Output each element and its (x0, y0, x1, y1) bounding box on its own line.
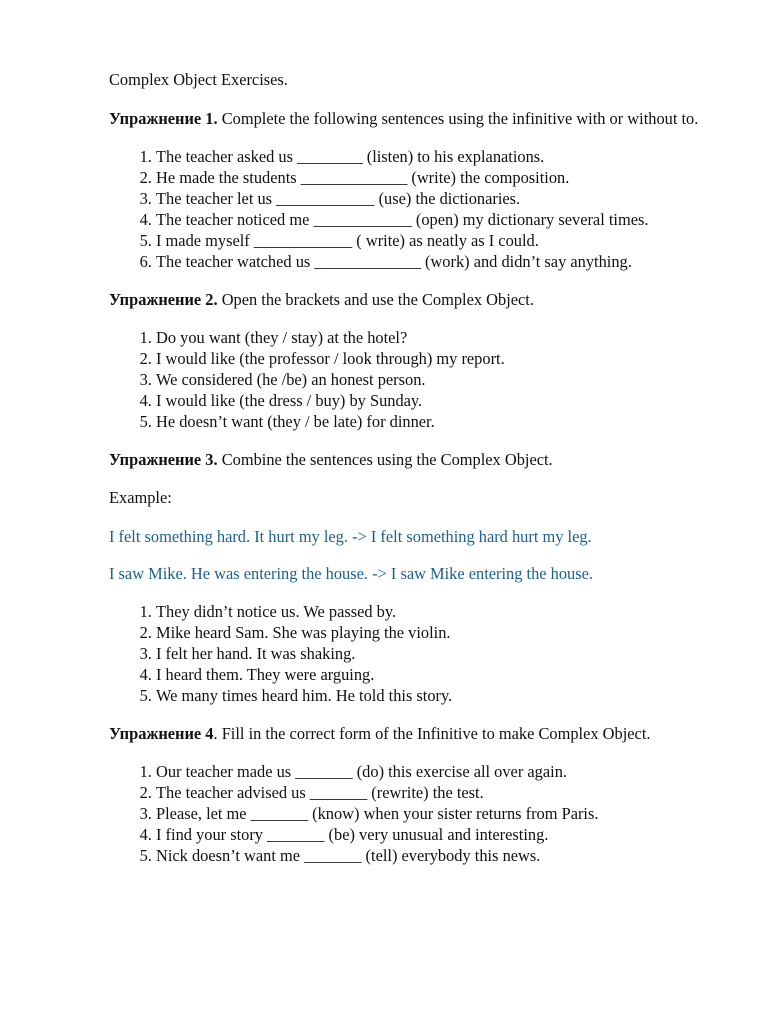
list-item: 2. The teacher advised us _______ (rewrite) the test. (156, 782, 728, 803)
list-item: 1. The teacher asked us ________ (listen) to his explanations. (156, 146, 728, 167)
exercise-2-heading (109, 289, 728, 310)
list-item: 3. I felt her hand. It was shaking. (156, 643, 728, 664)
exercise-3-list (109, 601, 728, 706)
list-item: 6. The teacher watched us _____________ (work) and didn’t say anything. (156, 251, 728, 272)
exercise-1 (109, 108, 728, 272)
list-item: 5. He doesn’t want (they / be late) for dinner. (156, 411, 728, 432)
list-item: 2. He made the students _____________ (write) the composition. (156, 167, 728, 188)
example-label: Example: (109, 488, 172, 507)
list-item: 3. We considered (he /be) an honest person. (156, 369, 728, 390)
exercise-1-heading (109, 108, 728, 129)
exercise-4-instruction: . Fill in the correct form of the Infinitive to make Complex Object. (213, 724, 651, 743)
list-item: 4. I would like (the dress / buy) by Sunday. (156, 390, 728, 411)
list-item: 2. I would like (the professor / look through) my report. (156, 348, 728, 369)
exercise-4-label: Упражнение 4 (109, 724, 214, 743)
exercise-1-label: Упражнение 1. (109, 109, 218, 128)
list-item: 3. Please, let me _______ (know) when your sister returns from Paris. (156, 803, 728, 824)
list-item: 4. I heard them. They were arguing. (156, 664, 728, 685)
list-item: 3. The teacher let us ____________ (use) the dictionaries. (156, 188, 728, 209)
example-sentence-1: I felt something hard. It hurt my leg. -> I felt something hard hurt my leg. (109, 527, 592, 546)
exercise-3-label: Упражнение 3. (109, 450, 218, 469)
document-title: Complex Object Exercises. (109, 70, 288, 89)
exercise-2-list (109, 327, 728, 432)
exercise-4-heading (109, 723, 728, 744)
exercise-4 (109, 723, 728, 866)
exercise-2-instruction: Open the brackets and use the Complex Object. (217, 290, 534, 309)
exercise-3 (109, 449, 728, 706)
list-item: 5. I made myself ____________ ( write) as neatly as I could. (156, 230, 728, 251)
exercise-1-instruction: Complete the following sentences using the infinitive with or without to. (217, 109, 699, 128)
exercise-2 (109, 289, 728, 432)
exercise-3-instruction: Combine the sentences using the Complex Object. (217, 450, 553, 469)
example-sentence-2: I saw Mike. He was entering the house. -> I saw Mike entering the house. (109, 564, 593, 583)
list-item: 5. We many times heard him. He told this story. (156, 685, 728, 706)
exercise-4-list (109, 761, 728, 866)
list-item: 2. Mike heard Sam. She was playing the violin. (156, 622, 728, 643)
exercise-2-label: Упражнение 2. (109, 290, 218, 309)
exercise-3-heading (109, 449, 728, 470)
exercise-1-list (109, 146, 728, 272)
list-item: 1. Do you want (they / stay) at the hotel? (156, 327, 728, 348)
list-item: 1. Our teacher made us _______ (do) this exercise all over again. (156, 761, 728, 782)
list-item: 4. The teacher noticed me ____________ (open) my dictionary several times. (156, 209, 728, 230)
list-item: 5. Nick doesn’t want me _______ (tell) everybody this news. (156, 845, 728, 866)
list-item: 1. They didn’t notice us. We passed by. (156, 601, 728, 622)
list-item: 4. I find your story _______ (be) very unusual and interesting. (156, 824, 728, 845)
